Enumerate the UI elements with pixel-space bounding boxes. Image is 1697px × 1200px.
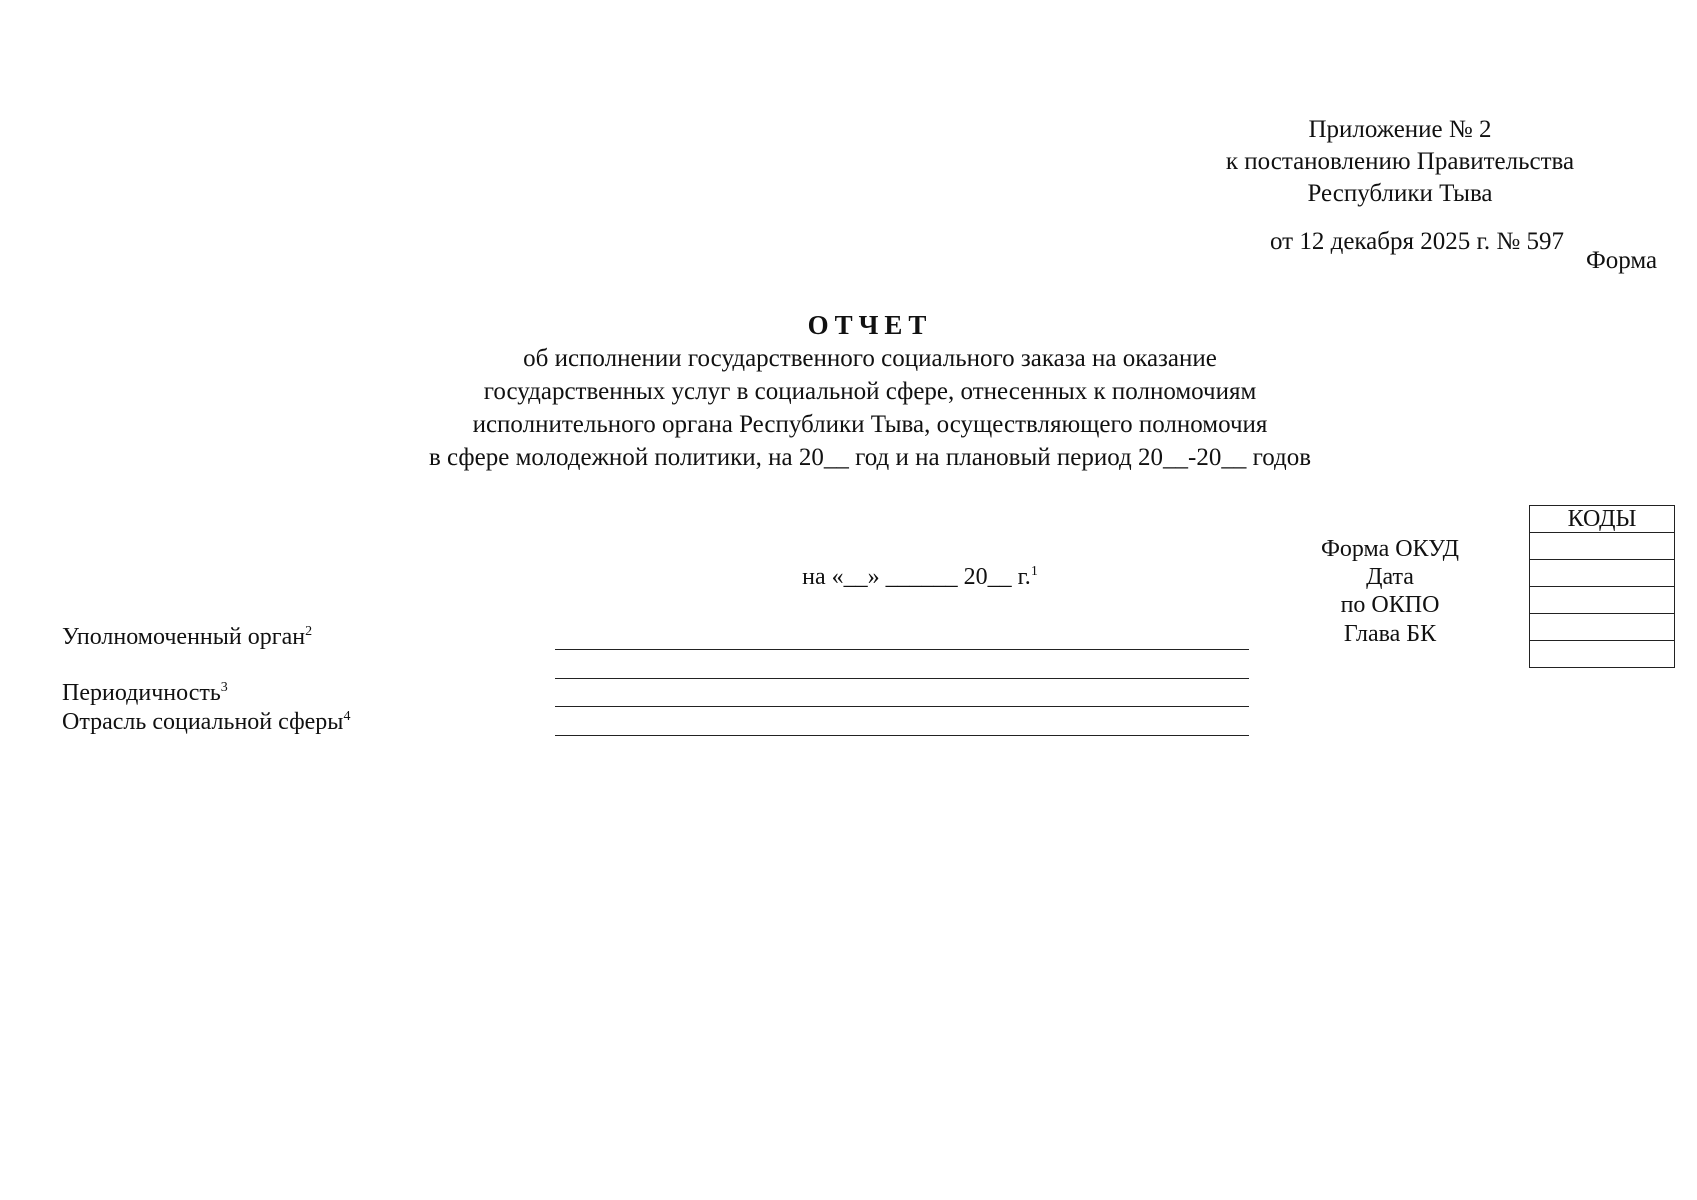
authorized-body-label <box>62 624 312 651</box>
periodicity-line[interactable] <box>555 706 1249 707</box>
date-code-label: Дата <box>1366 564 1414 590</box>
footnote-marker: 4 <box>343 709 351 724</box>
report-subtitle <box>270 342 1470 474</box>
okud-code-cell[interactable] <box>1530 533 1675 560</box>
appendix-resolution: к постановлению Правительства <box>1225 148 1575 175</box>
date-code-cell[interactable] <box>1530 560 1675 587</box>
extra-fill-line[interactable] <box>555 678 1249 679</box>
subtitle-line: государственных услуг в социальной сфере, отнесенных к полномочиям <box>483 378 1257 405</box>
field-label: Периодичность <box>62 680 221 706</box>
appendix-header <box>1100 114 1697 210</box>
field-label: Уполномоченный орган <box>62 624 306 650</box>
okud-form-label: Форма ОКУД <box>1320 536 1460 562</box>
okpo-code-cell[interactable] <box>1530 587 1675 614</box>
date-prompt-text: на «__» ______ 20__ г. <box>802 564 1031 590</box>
report-date-prompt <box>720 564 1120 591</box>
periodicity-label <box>62 680 228 707</box>
social-sector-label <box>62 709 350 736</box>
footnote-marker: 2 <box>305 624 313 639</box>
appendix-date: от 12 декабря 2025 г. № 597 <box>1270 228 1565 255</box>
field-label: Отрасль социальной сферы <box>62 709 344 735</box>
subtitle-line: исполнительного органа Республики Тыва, осуществляющего полномочия <box>472 411 1268 438</box>
subtitle-line: в сфере молодежной политики, на 20__ год и на плановый период 20__-20__ годов <box>428 444 1312 471</box>
subtitle-line: об исполнении государственного социального заказа на оказание <box>523 345 1217 372</box>
codes-header: КОДЫ <box>1530 506 1675 533</box>
footnote-marker: 3 <box>220 680 228 695</box>
footnote-marker: 1 <box>1030 564 1038 579</box>
authorized-body-line[interactable] <box>555 649 1249 650</box>
budget-chapter-label: Глава БК <box>1343 621 1437 647</box>
report-title: ОТЧЕТ <box>807 310 933 340</box>
okpo-label: по ОКПО <box>1340 592 1440 618</box>
form-label: Форма <box>1586 247 1658 274</box>
extra-code-cell[interactable] <box>1530 641 1675 668</box>
budget-chapter-code-cell[interactable] <box>1530 614 1675 641</box>
appendix-number: Приложение № 2 <box>1308 116 1492 143</box>
codes-table <box>1529 505 1675 668</box>
appendix-republic: Республики Тыва <box>1307 180 1493 207</box>
social-sector-line[interactable] <box>555 735 1249 736</box>
